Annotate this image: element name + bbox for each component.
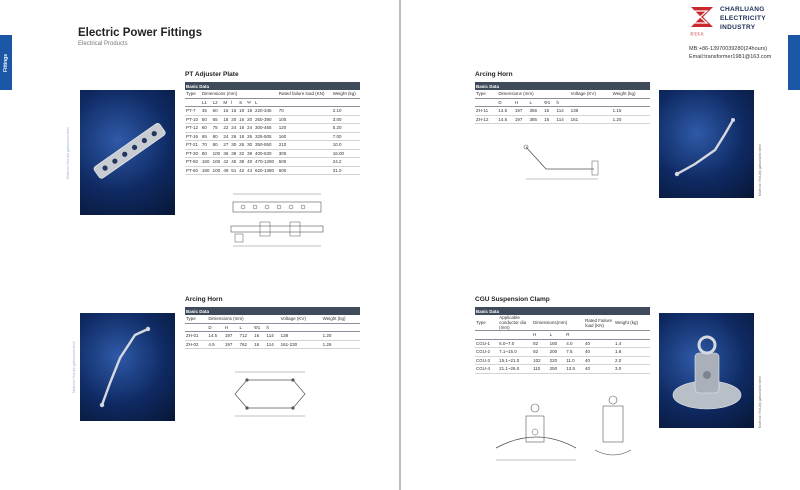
spec-cell: 197 [514, 107, 529, 116]
spec-cell: 100 [212, 166, 223, 175]
spec-cell: 18 [247, 108, 253, 114]
model-cell: PT-50 [185, 158, 201, 167]
spec-cell: 100 [278, 115, 332, 124]
spec-cell: 50 [201, 115, 212, 124]
arc-right-table-subheader: D H L Φ1 h [475, 98, 650, 107]
spec-cell: 220 [549, 356, 566, 365]
spec-cell: 1.15 [612, 107, 650, 116]
arc-right-section-title: Arcing Horn [475, 71, 513, 78]
spec-cell: 80 [212, 141, 223, 150]
cgu-spec-table: Basic Data Type Applicable conductor dia (mm) Dimensions(mm) Rated Failure load (KN) Weight (kg) H L R CGU-1 5.0~7.0 82 180 4.0 40 1.4 CGU-2 7.1~15.0 82 200 7.5 40 1.8 CGU-3 15.1~21.0 102 220 11.0 40 2.0 CGU-4 21.1~26.0 110 250 13.5 40 3.0 [475, 307, 650, 374]
spec-cell: 27 [223, 142, 229, 148]
table-row [185, 340, 360, 349]
spec-cell: 48 [223, 167, 229, 173]
spec-cell: 385 [528, 115, 543, 124]
spec-cell: 161-230 [280, 340, 322, 349]
spec-cell: 161 [570, 115, 612, 124]
spec-cell: 42 [223, 159, 229, 165]
spec-cell: 14.5 [497, 115, 514, 124]
spec-cell: 70 [201, 141, 212, 150]
spec-cell: 2.10 [332, 107, 360, 116]
left-page [0, 0, 399, 490]
spec-cell: 16 [223, 108, 229, 114]
right-page: CHARLUANG ELECTRICITY INDUSTRY 查龙实业 MB:+86-13970039280(24hours) Email:transformer1981@163.com Arcing Horn Basic Data Type Dimensions (mm) Voltage (KV) Weight (kg) D H L Φ1 h ZH-11 14.5 197 356 16 114 138 1.15 ZH-12 14.5 197 385 16 114 161 1.20 Material: Hot-dip galvanized steel CGU Suspension Clamp Basic Data Type Applicable conductor dia (mm) Dimensions(mm) Rated Failure load (KN) Weight (kg) H L R CGU-1 5.0~7.0 82 180 4.0 40 1.4 CGU-2 7.1~15.0 82 200 7.5 40 1.8 CGU-3 15.1~21.0 102 220 11.0 40 2.0 CGU-4 21.1~26.0 110 250 13.5 40 3.0 Material: Hot-dip galvanized steel [401, 0, 800, 490]
arcing-horn-photo-right [659, 90, 754, 198]
spec-cell: 197 [224, 340, 239, 349]
spec-cell: 114 [556, 115, 570, 124]
spec-cell: 24 [231, 125, 237, 131]
table-row [475, 348, 650, 357]
spec-cell: 51 [231, 167, 237, 173]
spec-cell: 250 [549, 365, 566, 374]
model-cell: PT-60 [185, 166, 201, 175]
spec-cell: 197 [514, 115, 529, 124]
model-cell: PT-21 [185, 141, 201, 150]
arcing-horn-image-right [659, 90, 754, 198]
spec-cell: 60 [212, 107, 223, 116]
spec-cell: 14.5 [497, 107, 514, 116]
spec-cell: 1.20 [322, 332, 360, 341]
pt-plate-image [80, 90, 175, 215]
spec-cell: 350-550 [254, 141, 278, 150]
contact-info [689, 45, 771, 61]
spec-cell: 40 [584, 348, 614, 357]
spec-cell: 7.00 [332, 132, 360, 141]
spec-cell: 36 [223, 150, 229, 156]
spec-cell: 4.5 [207, 340, 224, 349]
model-cell: CGU-2 [475, 348, 498, 357]
spec-cell: 1.8 [614, 348, 650, 357]
spec-cell: 325-505 [254, 132, 278, 141]
spec-cell: 39 [231, 150, 237, 156]
spec-cell: 30 [247, 142, 253, 148]
spec-cell: 75 [212, 124, 223, 133]
cgu-technical-drawing [491, 388, 661, 468]
cgu-clamp-photo [659, 313, 754, 428]
spec-cell: 16 [543, 107, 555, 116]
arc-left-technical-drawing [225, 368, 315, 420]
spec-cell: 110 [532, 365, 549, 374]
spec-cell: 82 [532, 348, 549, 357]
spec-cell: 400-630 [254, 149, 278, 158]
spec-cell: 470-1280 [254, 158, 278, 167]
table-row [475, 107, 650, 116]
spec-cell: 600 [278, 166, 332, 175]
spec-cell: 114 [266, 332, 280, 341]
table-row [185, 158, 360, 167]
table-row [185, 166, 360, 175]
spec-cell: 16 [239, 125, 245, 131]
pt-technical-drawing [215, 188, 335, 250]
cgu-section-title: CGU Suspension Clamp [475, 296, 550, 303]
spec-cell: 762 [238, 340, 253, 349]
pt-spec-table: Basic Data Type Dimensions (mm) Rated failure load (KN) Weight (kg) L1 L2 M l S Ψ L PT-7 45 60 16 16 18 18 220-345 70 2.10 PT-10 50 65 18 20 16 20 250-390 100 3.00 PT-12 60 75 22 24 16 24 300-465 120 5.20 PT-16 65 80 24 26 18 26 325-505 160 7.00 PT-21 70 80 27 30 26 30 350-550 210 10.0 PT-30 80 100 36 39 32 39 400-630 300 16.00 PT-50 160 100 42 45 38 40 470-1280 500 24.2 PT-60 180 100 48 51 42 44 620-1380 600 31.0 [185, 82, 360, 175]
cgu-table-header: Type Applicable conductor dia (mm) Dimensions(mm) Rated Failure load (KN) Weight (kg) [475, 315, 650, 331]
arcing-horn-photo-left: Material: Hot-dip galvanized steel [80, 313, 175, 421]
spec-cell: 7.5 [565, 348, 584, 357]
table-row [185, 149, 360, 158]
logo-mark-icon [687, 3, 719, 35]
spec-cell: 114 [266, 340, 280, 349]
spec-cell: 45 [231, 159, 237, 165]
spec-cell: 70 [278, 107, 332, 116]
arc-left-table-subheader: D H L Φ1 h [185, 323, 360, 332]
spec-cell: 5.0~7.0 [498, 339, 532, 348]
spec-cell: 45 [201, 107, 212, 116]
spec-cell: 250-390 [254, 115, 278, 124]
spec-cell: 160 [278, 132, 332, 141]
spec-cell: 22 [223, 125, 229, 131]
table-row [475, 365, 650, 374]
table-row [185, 115, 360, 124]
spec-cell: 712 [238, 332, 253, 341]
spec-cell: 40 [584, 339, 614, 348]
spec-cell: 160 [201, 158, 212, 167]
cgu-table-subheader: H L R [475, 331, 650, 340]
spec-cell: 10.0 [332, 141, 360, 150]
spec-cell: 82 [532, 339, 549, 348]
spec-cell: 39 [247, 150, 253, 156]
spec-cell: 26 [231, 133, 237, 139]
spec-cell: 200 [549, 348, 566, 357]
spec-cell: 18 [223, 116, 229, 122]
pt-table-subheader: L1 L2 M l S Ψ L [185, 98, 360, 107]
spec-cell: 138 [280, 332, 322, 341]
arc-left-table-header: Type Dimensions (mm) Voltage (KV) Weight (kg) [185, 315, 360, 323]
spec-cell: 100 [212, 149, 223, 158]
spec-cell: 18 [239, 133, 245, 139]
pt-adjuster-plate-photo: Material: Hot-dip galvanized steel [80, 90, 175, 215]
arc-left-section-title: Arcing Horn [185, 296, 223, 303]
spec-cell: 3.00 [332, 115, 360, 124]
spec-cell: 20 [231, 116, 237, 122]
arc-right-spec-table: Basic Data Type Dimensions (mm) Voltage (KV) Weight (kg) D H L Φ1 h ZH-11 14.5 197 356 16 114 138 1.15 ZH-12 14.5 197 385 16 114 161 1.20 [475, 82, 650, 124]
spec-cell: 220-345 [254, 107, 278, 116]
spec-cell: 356 [528, 107, 543, 116]
spec-cell: 24 [247, 125, 253, 131]
model-cell: CGU-3 [475, 356, 498, 365]
table-row [185, 332, 360, 341]
contact-mobile: MB:+86-13970039280(24hours) [689, 46, 768, 52]
model-cell: ZH-01 [185, 332, 207, 341]
pt-table-header: Type Dimensions (mm) Rated failure load (KN) Weight (kg) [185, 90, 360, 98]
company-logo: CHARLUANG ELECTRICITY INDUSTRY 查龙实业 [687, 0, 787, 42]
table-row [185, 107, 360, 116]
spec-cell: 24.2 [332, 158, 360, 167]
spec-cell: 26 [239, 142, 245, 148]
spec-cell: 16 [231, 108, 237, 114]
spec-cell: 14.5 [207, 332, 224, 341]
spec-cell: 1.26 [322, 340, 360, 349]
model-cell: PT-30 [185, 149, 201, 158]
spec-cell: 2.0 [614, 356, 650, 365]
pt-section-title: PT Adjuster Plate [185, 71, 239, 78]
table-row [185, 124, 360, 133]
spec-cell: 138 [570, 107, 612, 116]
spec-cell: 16.00 [332, 149, 360, 158]
spec-cell: 500 [278, 158, 332, 167]
spec-cell: 197 [224, 332, 239, 341]
spec-cell: 180 [549, 339, 566, 348]
spec-cell: 5.20 [332, 124, 360, 133]
spec-cell: 7.1~15.0 [498, 348, 532, 357]
spec-cell: 3.0 [614, 365, 650, 374]
cgu-clamp-image [659, 313, 754, 428]
table-row [185, 141, 360, 150]
model-cell: ZH-11 [475, 107, 497, 116]
contact-email[interactable]: Email:transformer1981@163.com [689, 54, 772, 60]
table-row [475, 356, 650, 365]
spec-cell: 1.4 [614, 339, 650, 348]
model-cell: CGU-4 [475, 365, 498, 374]
spec-cell: 80 [212, 132, 223, 141]
spec-cell: 1.20 [612, 115, 650, 124]
spec-cell: 100 [212, 158, 223, 167]
table-row [475, 115, 650, 124]
spec-cell: 620-1380 [254, 166, 278, 175]
spec-cell: 20 [247, 116, 253, 122]
spec-cell: 16 [543, 115, 555, 124]
spec-cell: 13.5 [565, 365, 584, 374]
page-title: Electric Power Fittings [78, 27, 202, 39]
spec-cell: 40 [584, 365, 614, 374]
spec-cell: 21.1~26.0 [498, 365, 532, 374]
spec-cell: 32 [239, 150, 245, 156]
spec-cell: 65 [212, 115, 223, 124]
spec-cell: 65 [201, 132, 212, 141]
side-tab-fittings: Fittings [0, 35, 12, 90]
spec-cell: 4.0 [565, 339, 584, 348]
spec-cell: 210 [278, 141, 332, 150]
spec-cell: 42 [239, 167, 245, 173]
spec-cell: 114 [556, 107, 570, 116]
model-cell: ZH-02 [185, 340, 207, 349]
side-tab-right [788, 35, 800, 90]
spec-cell: 80 [201, 149, 212, 158]
model-cell: PT-10 [185, 115, 201, 124]
spec-cell: 16 [253, 332, 265, 341]
spec-cell: 60 [201, 124, 212, 133]
model-cell: CGU-1 [475, 339, 498, 348]
model-cell: PT-16 [185, 132, 201, 141]
spec-cell: 180 [201, 166, 212, 175]
spec-cell: 40 [584, 356, 614, 365]
spec-cell: 31.0 [332, 166, 360, 175]
spec-cell: 102 [532, 356, 549, 365]
arc-right-technical-drawing [516, 135, 611, 183]
spec-cell: 24 [223, 133, 229, 139]
model-cell: ZH-12 [475, 115, 497, 124]
table-row [475, 339, 650, 348]
spec-cell: 26 [247, 133, 253, 139]
page-subtitle: Electrical Products [78, 41, 128, 47]
spec-cell: 30 [231, 142, 237, 148]
table-row [185, 132, 360, 141]
spec-cell: 15.1~21.0 [498, 356, 532, 365]
spec-cell: 16 [239, 116, 245, 122]
spec-cell: 16 [253, 340, 265, 349]
spec-cell: 11.0 [565, 356, 584, 365]
arc-left-spec-table: Basic Data Type Dimensions (mm) Voltage (KV) Weight (kg) D H L Φ1 h ZH-01 14.5 197 712 16 114 138 1.20 ZH-02 4.5 197 762 16 114 161-230 1.26 [185, 307, 360, 349]
spec-cell: 44 [247, 167, 253, 173]
spec-cell: 40 [247, 159, 253, 165]
spec-cell: 18 [239, 108, 245, 114]
spec-cell: 38 [239, 159, 245, 165]
spec-cell: 120 [278, 124, 332, 133]
spec-cell: 300 [278, 149, 332, 158]
spec-cell: 300-465 [254, 124, 278, 133]
model-cell: PT-12 [185, 124, 201, 133]
arcing-horn-image-left [80, 313, 175, 421]
model-cell: PT-7 [185, 107, 201, 116]
arc-right-table-header: Type Dimensions (mm) Voltage (KV) Weight (kg) [475, 90, 650, 98]
